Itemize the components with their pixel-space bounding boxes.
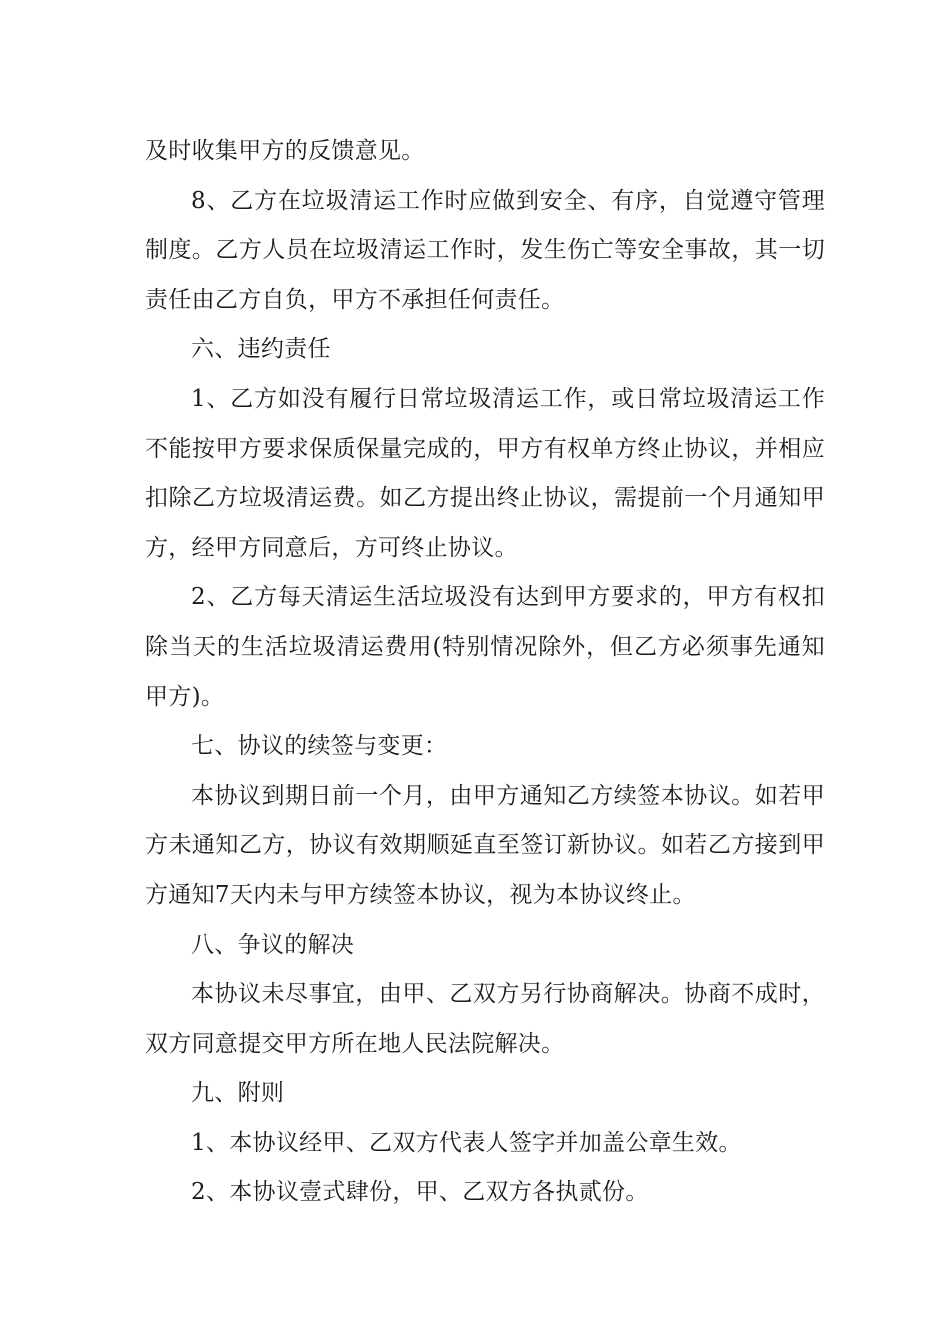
paragraph-breach-clause-1: 1、乙方如没有履行日常垃圾清运工作，或日常垃圾清运工作不能按甲方要求保质保量完成的，甲方有权单方终止协议，并相应扣除乙方垃圾清运费。如乙方提出终止协议，需提前一个月通知甲方，经甲方同意后，方可终止协议。 xyxy=(145,385,825,561)
paragraph-clause-8-safety: 8、乙方在垃圾清运工作时应做到安全、有序，自觉遵守管理制度。乙方人员在垃圾清运工作时，发生伤亡等安全事故，其一切责任由乙方自负，甲方不承担任何责任。 xyxy=(145,187,825,313)
section-heading-renewal: 七、协议的续签与变更： xyxy=(191,733,448,760)
section-heading-dispute: 八、争议的解决 xyxy=(191,931,355,958)
paragraph-renewal-terms: 本协议到期日前一个月，由甲方通知乙方续签本协议。如若甲方未通知乙方，协议有效期顺延直至签订新协议。如若乙方接到甲方通知7天内未与甲方续签本协议，视为本协议终止。 xyxy=(145,782,825,908)
document-body xyxy=(145,127,825,1218)
paragraph-appendix-clause-2: 2、本协议壹式肆份，甲、乙双方各执贰份。 xyxy=(191,1179,649,1206)
paragraph-appendix-clause-1: 1、本协议经甲、乙双方代表人签字并加盖公章生效。 xyxy=(191,1129,742,1156)
section-heading-appendix: 九、附则 xyxy=(191,1080,285,1107)
section-heading-breach-liability: 六、违约责任 xyxy=(191,336,331,363)
paragraph-dispute-terms: 本协议未尽事宜，由甲、乙双方另行协商解决。协商不成时，双方同意提交甲方所在地人民法院解决。 xyxy=(145,981,825,1057)
paragraph-breach-clause-2: 2、乙方每天清运生活垃圾没有达到甲方要求的，甲方有权扣除当天的生活垃圾清运费用(特别情况除外，但乙方必须事先通知甲方)。 xyxy=(145,584,825,710)
paragraph-feedback-continuation: 及时收集甲方的反馈意见。 xyxy=(145,138,425,164)
